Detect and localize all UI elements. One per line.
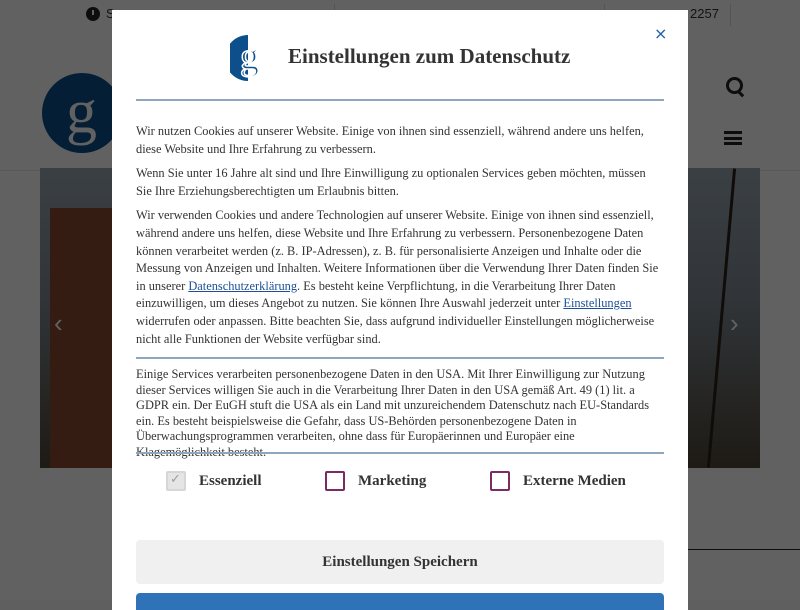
marketing-checkbox[interactable] [325,471,345,491]
dialog-body [136,123,664,355]
category-externe-medien[interactable] [490,470,626,492]
close-icon[interactable]: × [654,24,668,43]
category-marketing[interactable] [325,470,426,492]
privacy-settings-dialog [112,10,688,610]
brand-logo [230,33,266,83]
divider [136,99,664,101]
category-label: Marketing [358,472,427,489]
privacy-policy-link[interactable]: Datenschutzerklärung [188,278,298,293]
category-label: Externe Medien [523,472,626,489]
category-essenziell[interactable] [166,470,262,492]
dialog-title: Einstellungen zum Datenschutz [288,44,571,68]
save-settings-button[interactable]: Einstellungen Speichern [136,540,664,584]
essenziell-checkbox[interactable] [166,471,186,491]
category-label: Essenziell [199,472,262,489]
settings-link[interactable]: Einstellungen [563,296,632,311]
age-notice-text: Wenn Sie unter 16 Jahre alt sind und Ihre Einwilligung zu optionalen Services geben möchten, müssen Sie Ihre Erziehungsberechtigten um Erlaubnis bitten. [136,166,646,198]
externe-medien-checkbox[interactable] [490,471,510,491]
usa-data-notice: Einige Services verarbeiten personenbezogene Daten in den USA. Mit Ihrer Einwilligung zur Nutzung dieser Services willigen Sie auch in die Verarbeitung Ihrer Daten in den USA gemäß Art. 49 (1) lit. a GDPR ein. Der EuGH stuft die USA als ein Land mit unzureichendem Datenschutz nach EU-Standards ein. Es besteht beispielsweise die Gefahr, dass US-Behörden personenbezogene Daten in Überwachungsprogrammen verarbeiten, ohne dass für Europäerinnen und Europäer eine [136,367,650,444]
svg-text:g: g [240,36,259,78]
divider [136,357,664,359]
accept-button[interactable] [136,593,664,610]
details-text: Wir verwenden Cookies und andere Technologien auf unserer Website. Einige von ihnen sind essenziell, während andere uns helfen, diese Website und Ihre Erfahrung zu verbessern. Personenbezogene Daten können verarbeitet werden (z. B. IP-Adressen), z. B. für personalisierte Anzeigen und Inhalte oder die Messung von Anzeigen und Inhalten. Weitere Informationen über die Verwendung Ihrer Daten finden Sie in unserer Datenschutzerklärung. Es besteht keine Verpflichtung, in die Verarbeitung Ihrer Daten einzuwilligen, um dieses Angebot zu nutzen. Sie können Ihre Auswahl jederzeit unter Einstellungen widerrufen oder anpassen. Bitte beachten Sie, dass aufgrund individueller Einstellungen möglicherweise nicht alle Funktionen der Website verfügbar sind. [136,208,659,346]
divider [136,452,664,454]
intro-text: Wir nutzen Cookies auf unserer Website. Einige von ihnen sind essenziell, während andere uns helfen, diese Website und Ihre Erfahrung zu verbessern. [136,124,644,156]
consent-categories [136,470,664,492]
